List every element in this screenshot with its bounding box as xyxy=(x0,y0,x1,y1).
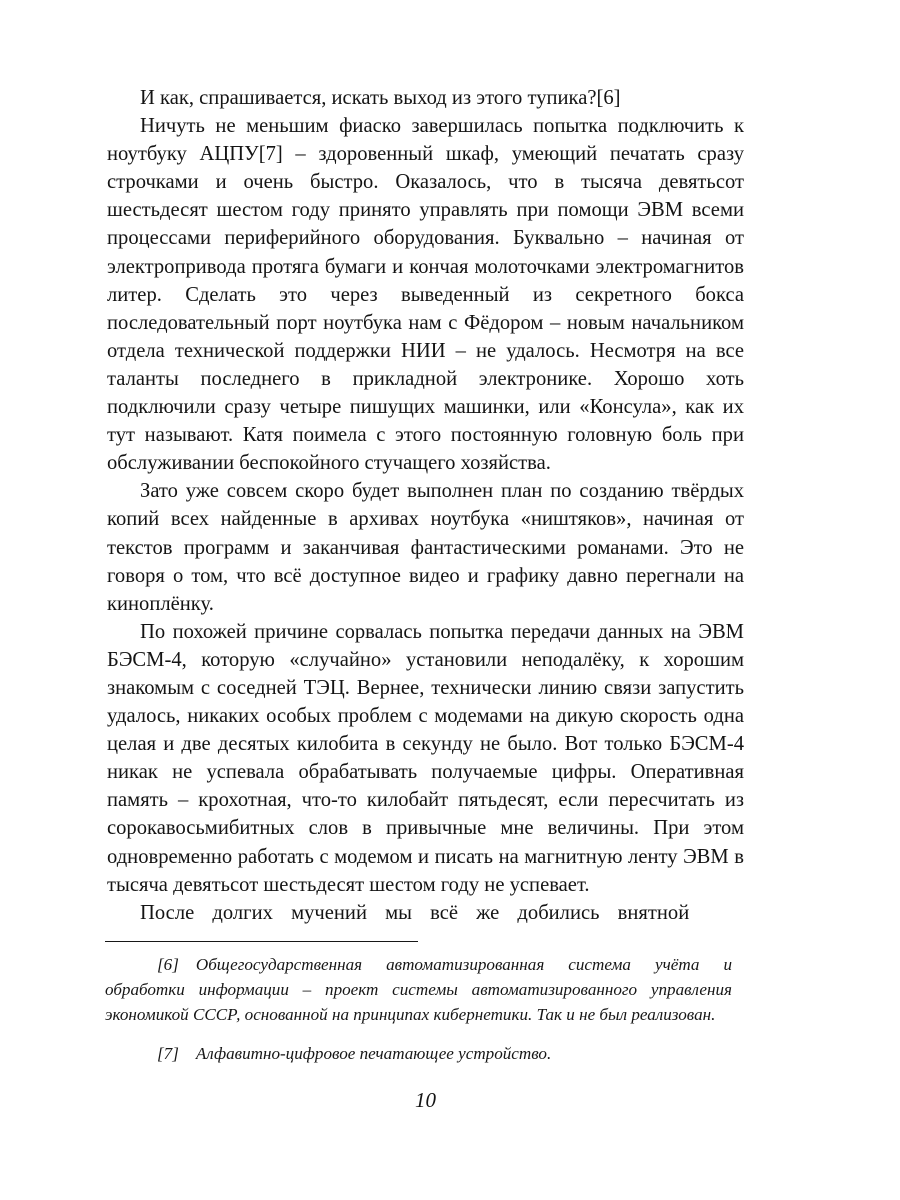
footnote-separator-rule xyxy=(105,941,418,942)
footnote-6-marker: [6] xyxy=(157,955,179,974)
body-paragraph-1: И как, спрашивается, искать выход из этого тупика?[6] xyxy=(140,87,621,109)
footnote-6 xyxy=(105,952,732,1028)
body-paragraph-4: По похожей причине сорвалась попытка передачи данных на ЭВМ БЭСМ-4, которую «случайно» установили неподалёку, к хорошим знакомым с соседней ТЭЦ. Вернее, технически линию связи запустить удалось, никаких особых проблем с модемами на дикую скорость одна целая и две десятых килобита в секунду не было. Вот только БЭСМ-4 никак не успевала обрабатывать получаемые цифры. Оперативная память – крохотная, что-то килобайт пятьдесят, если пересчитать из сорокавосьмибитных слов в привычные мне величины. При этом одновременно работать с модемом и писать на магнитную ленту ЭВМ в тысяча девятьсот шестьдесят шестом году не успевает. xyxy=(107,620,744,896)
body-paragraph-2: Ничуть не меньшим фиаско завершилась попытка подключить к ноутбуку АЦПУ[7] – здоровенный шкаф, умеющий печатать сразу строчками и очень быстро. Оказалось, что в тысяча девятьсот шестьдесят шестом году принято управлять при помощи ЭВМ всеми процессами периферийного оборудования. Буквально – начиная от электропривода протяга бумаги и кончая молоточками электромагнитов литер. Сделать это через выведенный из секретного бокса последовательный порт ноутбука нам с Фёдором – новым начальником отдела технической поддержки НИИ – не удалось. Несмотря на все таланты последнего в прикладной электронике. Хорошо хоть подключили сразу четыре пишущих машинки, или «Консула», как их тут называют. Катя поимела с этого постоянную головную боль при обслуживании беспокойного стучащего хозяйства. xyxy=(107,115,744,475)
footnote-7-marker: [7] xyxy=(157,1043,179,1063)
body-text-block xyxy=(107,84,744,927)
footnote-block xyxy=(105,952,732,1066)
footnote-6-text: Общегосударственная автоматизированная система учёта и обработки информации – проект системы автоматизированного управления экономикой СССР, основанной на принципах кибернетики. Так и не был реализован. xyxy=(105,955,732,1025)
footnote-7 xyxy=(105,1041,732,1066)
footnote-7-text: Алфавитно-цифровое печатающее устройство. xyxy=(195,1043,552,1063)
body-paragraph-5: После долгих мучений мы всё же добились внятной xyxy=(140,901,690,924)
page-number: 10 xyxy=(415,1088,436,1112)
body-paragraph-3: Зато уже совсем скоро будет выполнен план по созданию твёрдых копий всех найденные в архивах ноутбука «ништяков», начиная от текстов программ и заканчивая фантастическими романами. Это не говоря о том, что всё доступное видео и графику давно перегнали на киноплёнку. xyxy=(107,480,744,615)
